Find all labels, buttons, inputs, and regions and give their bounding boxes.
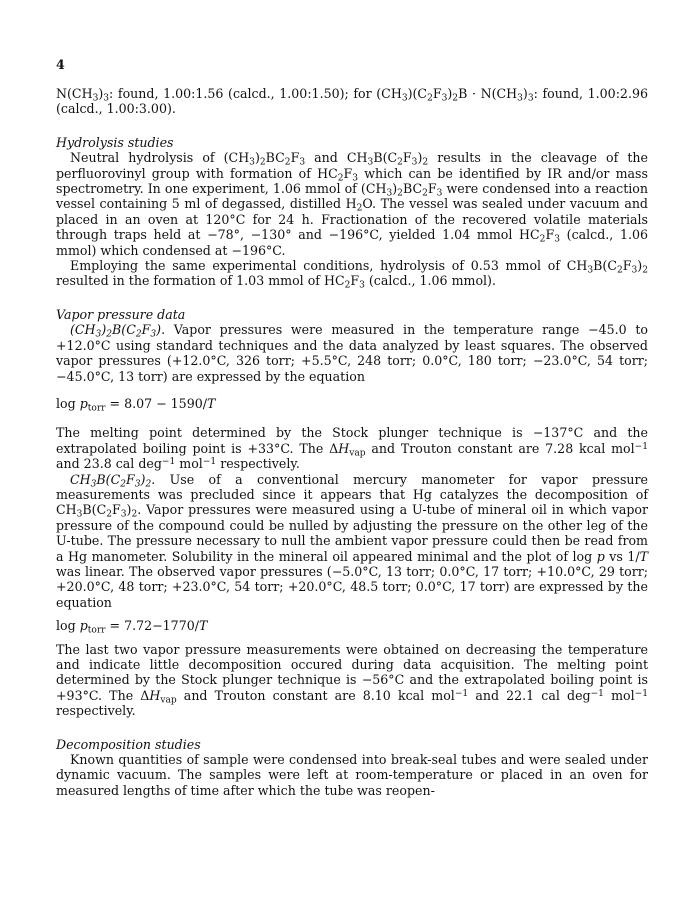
vapor-paragraph-4: The last two vapor pressure measurements were obtained on decreasing the temperature and indicate little decomposition occured during data acquisition. The melting point determined by the Stock plunger technique is −56°C and the extrapolated boiling point is +93°C. The $\Delta H_{vap}$ and Trouton constant are 8.10 kcal mol$^{-1}$ and 22.1 cal deg$^{-1}$ mol$^{-1}$ respectively. (56, 641, 648, 719)
hydrolysis-paragraph-2: Employing the same experimental conditions, hydrolysis of 0.53 mmol of $CH_3B(C_2F_3)_2$ resulted in the formation of 1.03 mmol of $HC_2F_3$ (calcd., 1.06 mmol). (56, 258, 648, 291)
page-number: 4 (56, 57, 65, 72)
page-body (56, 56, 648, 798)
section-heading-vapor-pressure: Vapor pressure data (56, 306, 186, 322)
continued-text: $N(CH_3)_3$: found, 1.00:1.56 (calcd., 1.00:1.50); for $(CH_3)(C_2F_3)_2B \cdot N(CH_3)_3$: found, 1.00:2.96 (calcd., 1.00:3.00). (56, 86, 648, 117)
hydrolysis-paragraph-1: Neutral hydrolysis of $(CH_3)_2BC_2F_3$ and $CH_3B(C_2F_3)_2$ results in the cleavage of the perfluorovinyl group with formation of $HC_2F_3$ which can be identified by IR and/or mass spectrometry. In one experiment, 1.06 mmol of $(CH_3)_2BC_2F_3$ were condensed into a reaction vessel containing 5 ml of degassed, distilled $H_2O$. The vessel was sealed under vacuum and placed in an oven at 120°C for 24 h. Fractionation of the recovered volatile materials through traps held at −78°, −130° and −196°C, yielded 1.04 mmol $HC_2F_3$ (calcd., 1.06 mmol) which condensed at −196°C. (56, 150, 648, 258)
equation-1: $\log p_{torr} = 8.07 - 1590/T$ (56, 395, 216, 414)
vapor-paragraph-2: The melting point determined by the Stock plunger technique is −137°C and the extrapolated boiling point is +33°C. The $\Delta H_{vap}$ and Trouton constant are 7.28 kcal mol$^{-1}$ and 23.8 cal deg$^{-1}$ mol$^{-1}$ respectively. (56, 425, 648, 472)
section-heading-decomposition: Decomposition studies (56, 736, 201, 752)
spacer (56, 56, 648, 86)
equation-2: $\log p_{torr} = 7.72-1770/T$ (56, 618, 208, 636)
vapor-paragraph-1: $(CH_3)_2B(C_2F_3)$. Vapor pressures were measured in the temperature range −45.0 to +12.0°C using standard techniques and the data analyzed by least squares. The observed vapor pressures (+12.0°C, 326 torr; +5.5°C, 248 torr; 0.0°C, 180 torr; −23.0°C, 54 torr; −45.0°C, 13 torr) are expressed by the equation (56, 322, 648, 384)
vapor-paragraph-3: $CH_3B(C_2F_3)_2$. Use of a conventional mercury manometer for vapor pressure measurements was precluded since it appears that Hg catalyzes the decomposition of $CH_3B(C_2F_3)_2$. Vapor pressures were measured using a U-tube of mineral oil in which vapor pressure of the compound could be nulled by adjusting the pressure on the other leg of the U-tube. The pressure necessary to null the ambient vapor pressure could then be read from a Hg manometer. Solubility in the mineral oil appeared minimal and the plot of log p vs 1/T was linear. The observed vapor pressures (−5.0°C, 13 torr; 0.0°C, 17 torr; +10.0°C, 29 torr; +20.0°C, 48 torr; +23.0°C, 54 torr; +20.0°C, 48.5 torr; 0.0°C, 17 torr) are expressed by the equation (56, 471, 649, 610)
section-heading-hydrolysis: Hydrolysis studies (56, 134, 174, 150)
decomposition-paragraph-1: Known quantities of sample were condensed into break-seal tubes and were sealed under dynamic vacuum. The samples were left at room-temperature or placed in an oven for measured lengths of time after which the tube was reopen- (56, 752, 648, 798)
